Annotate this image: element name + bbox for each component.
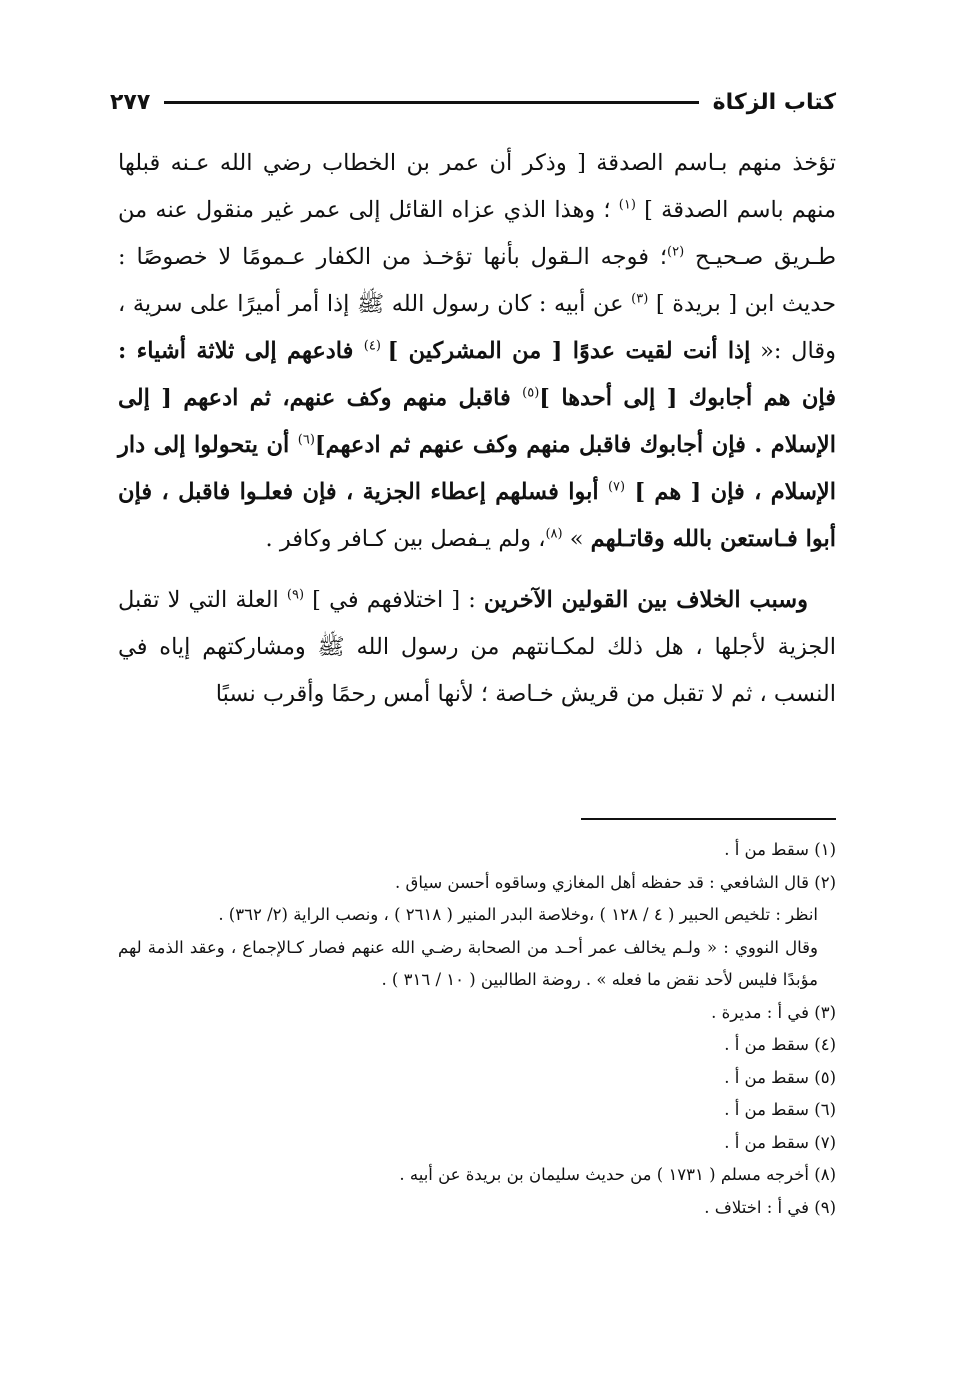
footnote-text: انظر : تلخيص الحبير ( ٤ / ١٢٨ ) ،وخلاصة البدر المنير ( ٢٦١٨ ) ، ونصب الراية (٢/ ٣٦٢) . — [218, 905, 818, 924]
footnote-text: سقط من أ . — [724, 1035, 815, 1054]
text-run: : [ اختلافهم في ] — [304, 587, 484, 613]
paragraph-1 — [118, 140, 836, 563]
hadith-text: فادعهم إلى ثلاثة أشياء : فإن هم أجابوك [ إلى أحدها ] — [118, 338, 836, 411]
footnote-text: سقط من أ . — [724, 1067, 815, 1087]
footnote-text: سقط من أ . — [724, 1132, 815, 1152]
footnote-text: قال الشافعي : قد حفظه أهل المغازي وساقوه أحسن سياق . — [395, 872, 815, 892]
text-run: ؛ فوجه الـقول بأنها تؤخـذ من الكفار عـمومًا لا خصوصًا : حديث ابن [ بريدة ] — [118, 244, 836, 317]
footnote-ref-1: (١) — [618, 197, 636, 213]
footnote-ref-7: (٧) — [607, 479, 626, 495]
section-lead: وسبب الخلاف بين القولين الآخرين — [483, 587, 808, 613]
footnote-text: في أ : اختلاف . — [704, 1197, 815, 1217]
footnote-number: (٦) — [814, 1100, 836, 1119]
hadith-text: أن يتحولوا إلى دار الإسلام ، فإن [ هم ] — [118, 432, 837, 505]
main-text — [118, 140, 836, 718]
footnote-number: (٤) — [814, 1035, 836, 1054]
footnote-ref-8: (٨) — [545, 526, 563, 542]
text-run: تؤخذ منهم بـاسم الصدقة [ وذكر أن عمر بن الخطاب رضي الله عـنه قبلها منهم باسم الصدقة ] — [118, 150, 836, 223]
footnote-item — [118, 932, 836, 997]
footnote-item — [118, 1029, 836, 1062]
footnote-number: (٥) — [814, 1067, 836, 1087]
header-rule — [164, 101, 698, 104]
footnote-item — [118, 1192, 836, 1225]
hadith-text: إذا أنت لقيت عدوًا [ من المشركين ] — [387, 338, 751, 364]
footnote-ref-3: (٣) — [631, 291, 649, 307]
footnotes — [118, 834, 836, 1224]
footnote-ref-5: (٥) — [522, 385, 540, 401]
footnote-separator — [581, 818, 836, 820]
footnote-text: أخرجه مسلم ( ١٧٣١ ) من حديث سليمان بن بريدة عن أبيه . — [399, 1165, 815, 1184]
paragraph-2 — [118, 577, 836, 718]
running-header — [110, 82, 836, 122]
text-run: » — [562, 526, 591, 552]
footnote-text: سقط من أ . — [724, 1100, 815, 1119]
footnote-ref-4: (٤) — [363, 338, 388, 354]
footnote-number: (٣) — [814, 1002, 836, 1022]
footnote-number: (١) — [814, 840, 836, 859]
footnote-number: (٢) — [814, 872, 836, 892]
footnote-number: (٨) — [814, 1165, 836, 1184]
footnote-item — [118, 1159, 836, 1192]
footnote-text: سقط من أ . — [724, 840, 815, 859]
footnote-item — [118, 1094, 836, 1127]
footnote-text: في أ : مديرة . — [711, 1002, 815, 1022]
chapter-title: كتاب الزكاة — [712, 89, 836, 115]
footnote-ref-6: (٦) — [297, 432, 315, 448]
footnote-item — [118, 899, 836, 932]
hadith-text: فاقبل منهم وكف عنهم، ثم ادعهم [ إلى الإسلام . فإن أجابوك فاقبل منهم وكف عنهم ثم ادعهم] — [118, 385, 836, 458]
page-number: ٢٧٧ — [110, 89, 151, 115]
text-run: ؛ وهذا الذي عزاه القائل إلى عمر غير منقول عنه من طـريق صـحيـح — [118, 197, 836, 270]
footnote-ref-9: (٩) — [286, 587, 305, 603]
hadith-text: أبوا فسلهم إعطاء الجزية ، فإن فعلـوا فاقبل ، فإن أبوا فـاستعن بالله وقاتـلهم — [118, 479, 836, 552]
text-run: العلة التي لا تقبل الجزية لأجلها ، هل ذلك لمكـانتهم من رسول الله ﷺ ومشاركتهم إياه في النسب ، ثم لا تقبل من قريش خـاصة ؛ لأنها أمس رحمًا وأقرب نسبًا — [118, 587, 836, 707]
footnote-item — [118, 1062, 836, 1095]
footnote-item — [118, 997, 836, 1030]
footnote-ref-2: (٢) — [667, 244, 685, 260]
footnote-item — [118, 867, 836, 900]
footnote-number: (٩) — [814, 1197, 836, 1217]
footnote-number: (٧) — [814, 1132, 836, 1152]
text-run: ، ولم يـفصل بين كـافر وكافر . — [265, 526, 546, 552]
footnote-item — [118, 1127, 836, 1160]
footnote-text: وقال النووي : « ولـم يخالف عمر أحـد من الصحابة رضـي الله عنهم فصار كـالإجماع ، وعقد الذمة لهم مؤبدًا فليس لأحد نقض ما فعله » . روضة الطالبين ( ١٠ / ٣١٦ ) . — [118, 937, 818, 989]
footnote-item — [118, 834, 836, 867]
text-run: عن أبيه : كان رسول الله ﷺ إذا أمر أميرًا على سرية ، وقال :« — [118, 291, 836, 364]
